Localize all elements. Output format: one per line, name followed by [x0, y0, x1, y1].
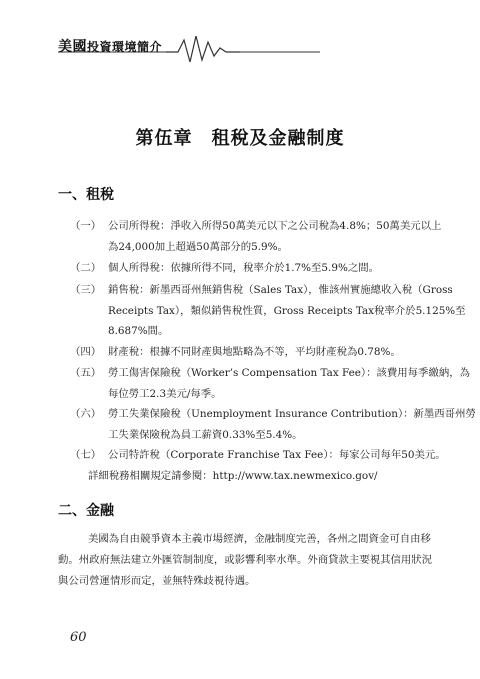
header-label-country: 美國: [58, 39, 87, 55]
list-item-number: （四）: [70, 346, 102, 358]
list-item-number: （二）: [70, 262, 102, 274]
page-number: 60: [70, 630, 87, 645]
section-heading-finance: 二、金融: [58, 503, 114, 519]
list-item-continuation: 為24,000加上超過50萬部分的5.9%。: [108, 241, 288, 253]
finance-paragraph-line: 動。州政府無法建立外匯管制制度，或影響利率水準。外商貸款主要視其信用狀況: [58, 554, 433, 566]
header-label-topic: 投資環境簡介: [87, 40, 163, 54]
list-item-text: 勞工傷害保險稅（Worker’s Compensation Tax Fee）：該費用每季繳納，為: [108, 367, 471, 379]
finance-paragraph-line: 與公司營運情形而定，並無特殊歧視待遇。: [58, 575, 256, 587]
list-item-continuation: 8.687%間。: [108, 325, 169, 337]
list-item-text: 財產稅：根據不同財產與地點略為不等，平均財產稅為0.78%。: [108, 346, 401, 358]
chapter-title: 第伍章 租稅及金融制度: [135, 128, 345, 149]
list-item-text: 公司所得稅：淨收入所得50萬美元以下之公司稅為4.8%；50萬美元以上: [108, 220, 442, 232]
list-item-number: （五）: [70, 367, 102, 379]
list-item-continuation: 工失業保險稅為員工薪資0.33%至5.4%。: [108, 429, 303, 441]
list-item-continuation: 每位勞工2.3美元/每季。: [108, 388, 222, 400]
section-heading-tax: 一、租稅: [58, 187, 114, 203]
list-item-text: 勞工失業保險稅（Unemployment Insurance Contribution）：新墨西哥州勞: [108, 408, 476, 420]
header-label: [58, 36, 162, 56]
running-header: [0, 30, 480, 70]
list-item-text: 銷售稅：新墨西哥州無銷售稅（Sales Tax），惟該州實施總收入稅（Gross: [108, 284, 453, 296]
list-item-number: （一）: [70, 220, 102, 232]
list-item-number: （三）: [70, 284, 102, 296]
tax-reference-note: 詳細稅務相關規定請參閱：http://www.tax.newmexico.gov/: [88, 470, 378, 482]
list-item-text: 個人所得稅：依據所得不同，稅率介於1.7%至5.9%之間。: [108, 262, 379, 274]
list-item-continuation: Receipts Tax），類似銷售稅性質，Gross Receipts Tax稅率介於5.125%至: [108, 305, 466, 317]
finance-paragraph-line: 美國為自由競爭資本主義市場經濟，金融制度完善，各州之間資金可自由移: [88, 533, 431, 545]
list-item-text: 公司特許稅（Corporate Franchise Tax Fee）：每家公司每年50美元。: [108, 449, 446, 461]
list-item-number: （七）: [70, 449, 102, 461]
list-item-number: （六）: [70, 408, 102, 420]
